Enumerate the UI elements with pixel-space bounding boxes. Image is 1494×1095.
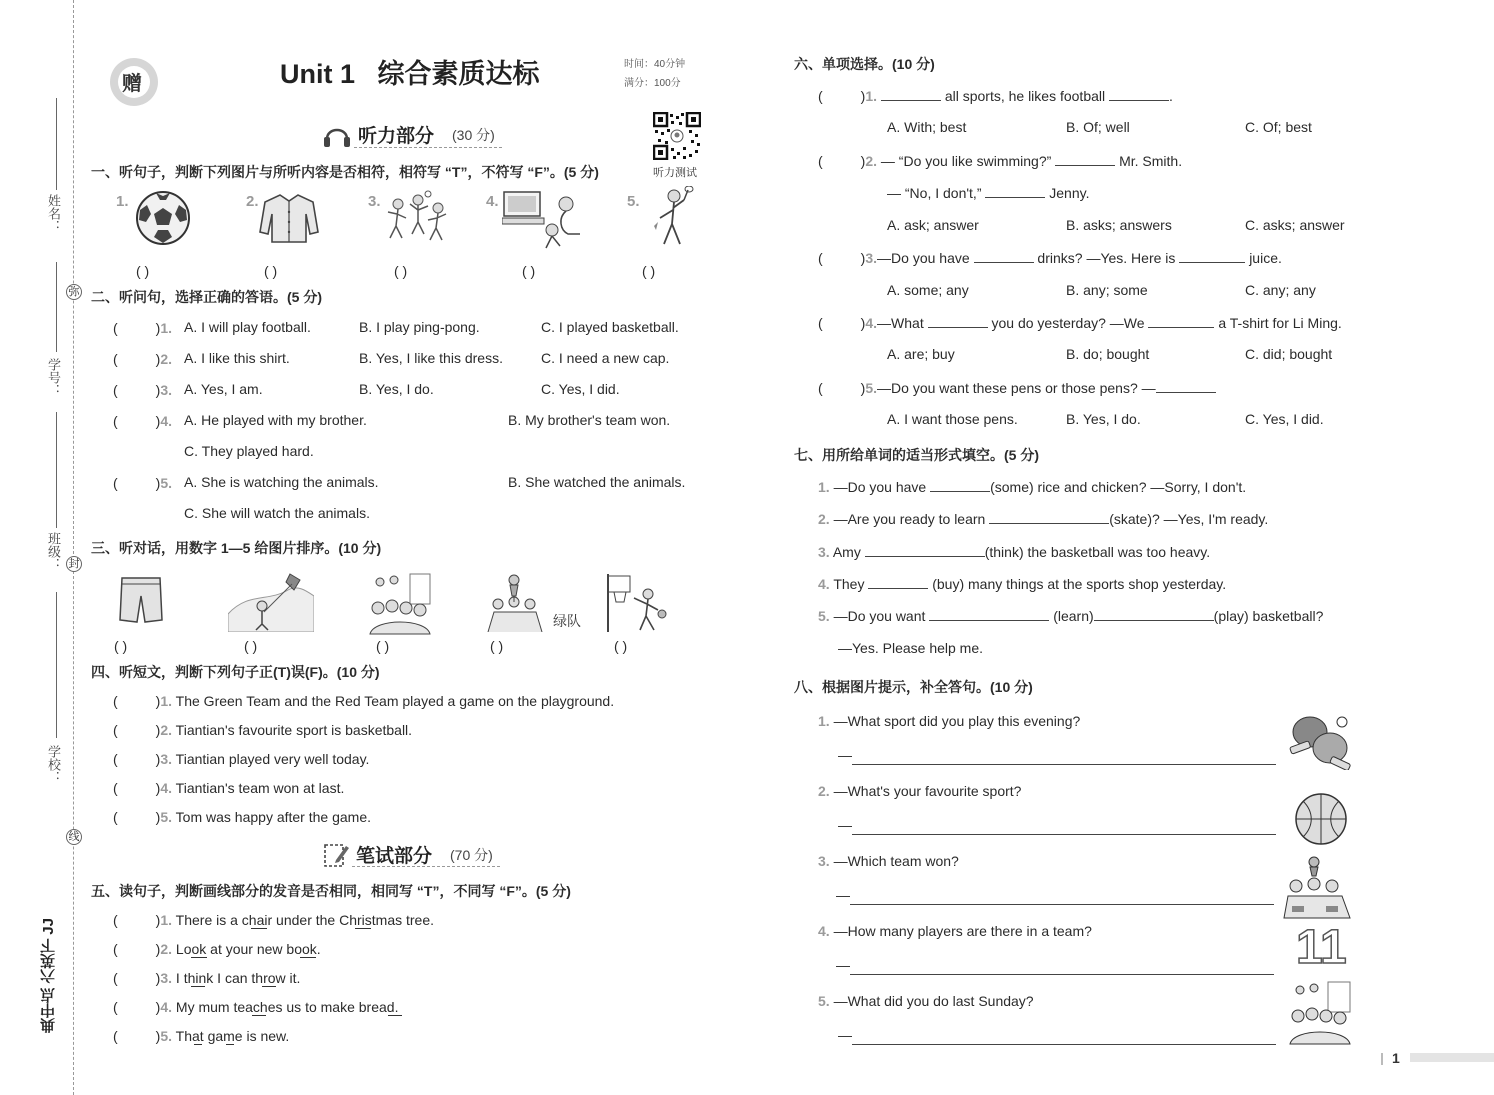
gift-badge [110,58,158,106]
s4-item-4-text: Tiantian's team won at last. [175,780,345,796]
s6-q3-c[interactable]: C. any; any [1245,282,1316,298]
s7-q5-c: (play) basketball? [1213,608,1324,624]
s5-underline-ch1 [251,928,267,929]
s6-q5-a1: —Do you want these pens or those pens? — [877,380,1156,396]
s6-q5-b[interactable]: B. Yes, I do. [1066,411,1141,427]
s7-q5 [818,607,1323,625]
s6-q3: ( )3.—Do you have drinks? —Yes. Here is juice. [818,250,1282,266]
winning-team-illustration [1280,856,1356,923]
s5-underline-th2 [262,986,276,987]
s8-q1-text: —What sport did you play this evening? [833,713,1081,729]
s7-q2-b: (skate)? —Yes, I'm ready. [1109,511,1269,527]
s6-q2-line1b: Mr. Smith. [1119,153,1183,169]
s3-answer-5[interactable]: ( ) [614,638,628,654]
section-2-heading: 二、听问句，选择正确的答语。(5 分) [91,289,322,305]
s5-item-2-text: Look at your new book. [175,941,321,957]
s7-q5-reply: —Yes. Please help me. [838,640,984,656]
s6-q2-num: 2. [865,153,878,169]
headphone-icon [322,121,352,152]
s4-item-2-num: 2. [160,722,173,738]
s4-item-4: ( )4. Tiantian's team won at last. [113,780,345,796]
s8-q4-num: 4. [818,923,830,939]
basketball-hoop-illustration [604,572,674,637]
s5-underline-a2 [226,1044,234,1045]
s2-q1-a[interactable]: A. I will play football. [184,319,311,335]
s5-item-5: ( )5. That game is new. [113,1028,290,1044]
s8-q1 [818,712,1080,730]
s6-q5-blank[interactable] [1156,379,1216,393]
school-line-top [56,592,57,738]
s1-num-5: 5. [627,193,640,210]
s1-num-4: 4. [486,193,499,210]
s6-q5-num: 5. [865,380,878,396]
s6-q3-a3: juice. [1249,250,1282,266]
soccer-ball-illustration [134,190,192,249]
s5-underline-ch2 [355,928,371,929]
s7-q2-a: —Are you ready to learn [833,511,986,527]
s6-q4: ( )4.—What you do yesterday? —We a T-shirt for Li Ming. [818,315,1342,331]
s2-q3-num: 3. [160,382,173,398]
s3-answer-1[interactable]: ( ) [114,638,128,654]
book-label: 典中点 六英下 JJ [40,918,57,1034]
s3-answer-4[interactable]: ( ) [490,638,504,654]
s8-q4-text: —How many players are there in a team? [833,923,1092,939]
s7-q1-blank[interactable] [930,478,990,492]
s8-q5-num: 5. [818,993,830,1009]
gift-badge-text: 赠 [122,73,142,95]
s4-item-2: ( )2. Tiantian's favourite sport is basketball. [113,722,413,738]
s7-q3-num: 3. [818,544,830,560]
s7-q2-blank[interactable] [989,510,1109,524]
s8-q3-text: —Which team won? [833,853,959,869]
class-label: 班级： [46,532,61,571]
page-title: Unit 1 综合素质达标 [280,59,540,89]
s7-q5-blank-1[interactable] [929,607,1049,621]
s4-item-1-text: The Green Team and the Red Team played a game on the playground. [175,693,615,709]
seal-feng: 封 [66,556,82,572]
s5-item-5-num: 5. [160,1028,173,1044]
s4-item-3: ( )3. Tiantian played very well today. [113,751,370,767]
s6-q1: ( )1. all sports, he likes football . [818,88,1173,104]
writing-points: (70 分) [450,847,493,863]
section-4-heading: 四、听短文，判断下列句子正(T)误(F)。(10 分) [91,664,380,680]
watching-tv-illustration [502,190,588,253]
s6-q4-a2: you do yesterday? —We [991,315,1145,331]
s7-q3 [818,543,1210,561]
s7-q5-blank-2[interactable] [1094,607,1214,621]
s1-num-1: 1. [116,193,129,210]
s1-num-3: 3. [368,193,381,210]
s6-q1-mid: all sports, he likes football [944,88,1106,104]
seal-mi: 弥 [66,284,82,300]
s6-q4-b[interactable]: B. do; bought [1066,346,1150,362]
s8-q3-num: 3. [818,853,830,869]
id-label: 学号： [46,358,61,397]
section-8-heading: 八、根据图片提示，补全答句。(10 分) [794,679,1033,695]
s7-q2 [818,510,1268,528]
basketball-illustration [1294,792,1348,849]
s1-num-2: 2. [246,193,259,210]
s5-item-2-num: 2. [160,941,173,957]
s4-item-3-num: 3. [160,751,173,767]
s7-q5-num: 5. [818,608,830,624]
s2-q5-a[interactable]: A. She is watching the animals. [184,474,379,490]
shorts-illustration [118,576,164,627]
s7-q4 [818,575,1226,593]
s5-item-4-num: 4. [160,999,173,1015]
writing-underline [352,866,500,867]
s2-q4-num: 4. [160,413,173,429]
section-6-heading: 六、单项选择。(10 分) [794,56,935,72]
s2-q4-c[interactable]: C. They played hard. [184,443,314,459]
s6-q3-blank-2[interactable] [1179,249,1245,263]
s2-q2-c[interactable]: C. I need a new cap. [541,350,670,366]
s6-q2-b[interactable]: B. asks; answers [1066,217,1172,233]
s2-q4-a[interactable]: A. He played with my brother. [184,412,367,428]
watching-game-illustration [1288,980,1352,1049]
s2-q2-a[interactable]: A. I like this shirt. [184,350,290,366]
s1-answer-2[interactable]: ( ) [264,263,278,279]
s2-q2: ( )2. [113,351,173,367]
s1-answer-5[interactable]: ( ) [642,263,656,279]
s2-q5: ( )5. [113,475,173,491]
s6-q1-num: 1. [865,88,878,104]
s4-item-5-num: 5. [160,809,173,825]
s7-q1-a: —Do you have [833,479,927,495]
s6-q2-line1a: — “Do you like swimming?” [880,153,1052,169]
s8-q2-text: —What's your favourite sport? [833,783,1022,799]
shirt-illustration [258,192,320,247]
s5-item-3-text: I think I can throw it. [175,970,301,986]
s6-q3-blank-1[interactable] [974,249,1034,263]
s6-q3-a[interactable]: A. some; any [887,282,969,298]
s6-q4-a3: a T-shirt for Li Ming. [1218,315,1342,331]
s4-item-3-text: Tiantian played very well today. [175,751,370,767]
s5-item-4-text: My mum teaches us to make bread. [175,999,399,1015]
s8-q3 [818,852,959,870]
s6-q1-a[interactable]: A. With; best [887,119,967,135]
s6-q1-end: . [1169,88,1173,104]
s7-q5-b: (learn) [1053,608,1094,624]
s8-a3-dash: — [836,887,850,903]
class-line-top [56,412,57,528]
s4-item-4-num: 4. [160,780,173,796]
page-footer-bar [1410,1053,1494,1062]
s7-q4-a: They [833,576,865,592]
s6-q5-c[interactable]: C. Yes, I did. [1245,411,1324,427]
s8-q4 [818,922,1092,940]
s6-q1-b[interactable]: B. Of; well [1066,119,1130,135]
s6-q3-num: 3. [865,250,878,266]
s6-q1-blank-1[interactable] [881,87,941,101]
ping-pong-paddles-illustration [1288,712,1352,773]
s6-q2-a[interactable]: A. ask; answer [887,217,979,233]
s6-q3-a1: —Do you have [877,250,970,266]
notepad-icon [322,840,350,871]
s2-q3: ( )3. [113,382,173,398]
s7-q3-blank[interactable] [865,543,985,557]
s5-item-1-text: There is a chair under the Christmas tree. [175,912,435,928]
page-number: 1 [1392,1050,1400,1066]
s2-q1-c[interactable]: C. I played basketball. [541,319,679,335]
number-eleven-illustration: 11 [1296,921,1347,974]
s2-q5-b[interactable]: B. She watched the animals. [508,474,686,490]
s5-item-3: ( )3. I think I can throw it. [113,970,301,986]
s2-q4-b[interactable]: B. My brother's team won. [508,412,671,428]
listening-points: (30 分) [452,127,495,143]
s6-q2-blank-1[interactable] [1055,152,1115,166]
s2-q3-b[interactable]: B. Yes, I do. [359,381,434,397]
s7-q5-a: —Do you want [833,608,926,624]
trophy-team-illustration [484,574,550,635]
name-line [56,98,57,190]
qr-code[interactable] [653,112,701,160]
s3-answer-3[interactable]: ( ) [376,638,390,654]
s2-q2-b[interactable]: B. Yes, I like this dress. [359,350,503,366]
s6-q4-c[interactable]: C. did; bought [1245,346,1333,362]
s6-q4-a[interactable]: A. are; buy [887,346,955,362]
s7-q4-b: (buy) many things at the sports shop yesterday. [932,576,1227,592]
s5-underline-oo2 [300,957,316,958]
s7-q1-b: (some) rice and chicken? —Sorry, I don't. [990,479,1247,495]
s7-q3-b: (think) the basketball was too heavy. [984,544,1211,560]
s3-answer-2[interactable]: ( ) [244,638,258,654]
s6-q4-blank-2[interactable] [1148,314,1214,328]
s4-item-5: ( )5. Tom was happy after the game. [113,809,371,825]
s6-q5: ( )5.—Do you want these pens or those pens? — [818,379,1216,397]
listening-underline [354,147,502,148]
s1-answer-1[interactable]: ( ) [136,263,150,279]
green-team-label: 绿队 [553,613,581,629]
s6-q4-a1: —What [877,315,924,331]
s6-q2-c[interactable]: C. asks; answer [1245,217,1345,233]
s2-q4: ( )4. [113,413,173,429]
s5-underline-ea2 [388,1015,402,1016]
name-label: 姓名： [46,194,61,233]
qr-caption: 听力测试 [653,167,697,179]
s2-q1-b[interactable]: B. I play ping-pong. [359,319,480,335]
s4-item-5-text: Tom was happy after the game. [175,809,371,825]
s8-a2-line[interactable] [852,834,1276,835]
s6-q4-blank-1[interactable] [928,314,988,328]
s8-a5-dash: — [838,1027,852,1043]
s6-q2-line2a: — “No, I don't,” [887,185,982,201]
s5-underline-a1 [194,1044,202,1045]
s8-q1-num: 1. [818,713,830,729]
score-info: 满分：100分 [624,78,681,89]
s7-q1 [818,478,1246,496]
section-3-heading: 三、听对话，用数字 1—5 给图片排序。(10 分) [91,540,382,556]
s8-a1-line[interactable] [852,764,1276,765]
s8-q2-num: 2. [818,783,830,799]
s1-answer-3[interactable]: ( ) [394,263,408,279]
s5-item-3-num: 3. [160,970,173,986]
s6-q4-num: 4. [865,315,878,331]
kite-flying-illustration [228,572,314,635]
section-1-heading: 一、听句子，判断下列图片与所听内容是否相符，相符写 “T”，不符写 “F”。(5 分) [91,164,599,180]
s6-q2-line2 [887,184,1089,202]
s2-q1: ( )1. [113,320,173,336]
s8-q5-text: —What did you do last Sunday? [833,993,1034,1009]
s2-q3-a[interactable]: A. Yes, I am. [184,381,263,397]
s5-item-5-text: That game is new. [175,1028,290,1044]
s6-q5-a[interactable]: A. I want those pens. [887,411,1018,427]
school-label: 学校： [46,745,61,784]
s2-q3-c[interactable]: C. Yes, I did. [541,381,620,397]
s8-a5-line[interactable] [852,1044,1276,1045]
s8-a3-line[interactable] [850,904,1274,905]
s2-q5-num: 5. [160,475,173,491]
s5-underline-ea1 [252,1015,266,1016]
badminton-player-illustration [646,186,696,259]
section-7-heading: 七、用所给单词的适当形式填空。(5 分) [794,447,1039,463]
s5-underline-th1 [191,986,205,987]
s5-item-1: ( )1. There is a chair under the Christmas tree. [113,912,435,928]
page-marker-left [1381,1053,1383,1065]
s5-item-1-num: 1. [160,912,173,928]
s5-item-4: ( )4. My mum teaches us to make bread. [113,999,399,1015]
s6-q1-c[interactable]: C. Of; best [1245,119,1312,135]
s8-a4-dash: — [836,957,850,973]
listening-title: 听力部分 [358,126,435,147]
s7-q3-a: Amy [832,544,861,560]
s6-q3-a2: drinks? —Yes. Here is [1037,250,1176,266]
writing-title: 笔试部分 [356,846,433,867]
kids-playing-illustration [384,190,454,249]
s2-q5-c[interactable]: C. She will watch the animals. [184,505,370,521]
s7-q4-blank[interactable] [868,575,928,589]
s8-q5 [818,992,1034,1010]
s8-q2 [818,782,1021,800]
s7-q4-num: 4. [818,576,830,592]
s6-q1-blank-2[interactable] [1109,87,1169,101]
section-5-heading: 五、读句子，判断画线部分的发音是否相同，相同写 “T”，不同写 “F”。(5 分) [91,883,571,899]
s5-item-2: ( )2. Look at your new book. [113,941,321,957]
team-cheering-illustration [368,572,432,639]
s8-a2-dash: — [838,817,852,833]
s5-underline-oo1 [191,957,207,958]
s6-q3-b[interactable]: B. any; some [1066,282,1148,298]
s4-item-1-num: 1. [160,693,173,709]
s2-q2-num: 2. [160,351,173,367]
seal-xian: 线 [66,829,82,845]
s6-q2-line2b: Jenny. [1049,185,1090,201]
s6-q2: ( )2. — “Do you like swimming?” Mr. Smith. [818,153,1183,169]
s8-a4-line[interactable] [850,974,1274,975]
s2-q1-num: 1. [160,320,173,336]
s8-a1-dash: — [838,747,852,763]
cut-line [73,0,74,1095]
s1-answer-4[interactable]: ( ) [522,263,536,279]
s6-q2-blank-2[interactable] [985,184,1045,198]
s7-q2-num: 2. [818,511,830,527]
s4-item-2-text: Tiantian's favourite sport is basketball. [175,722,413,738]
id-line-top [56,262,57,352]
s4-item-1: ( )1. The Green Team and the Red Team played a game on the playground. [113,693,615,709]
s7-q1-num: 1. [818,479,830,495]
time-info: 时间：40分钟 [624,59,686,70]
